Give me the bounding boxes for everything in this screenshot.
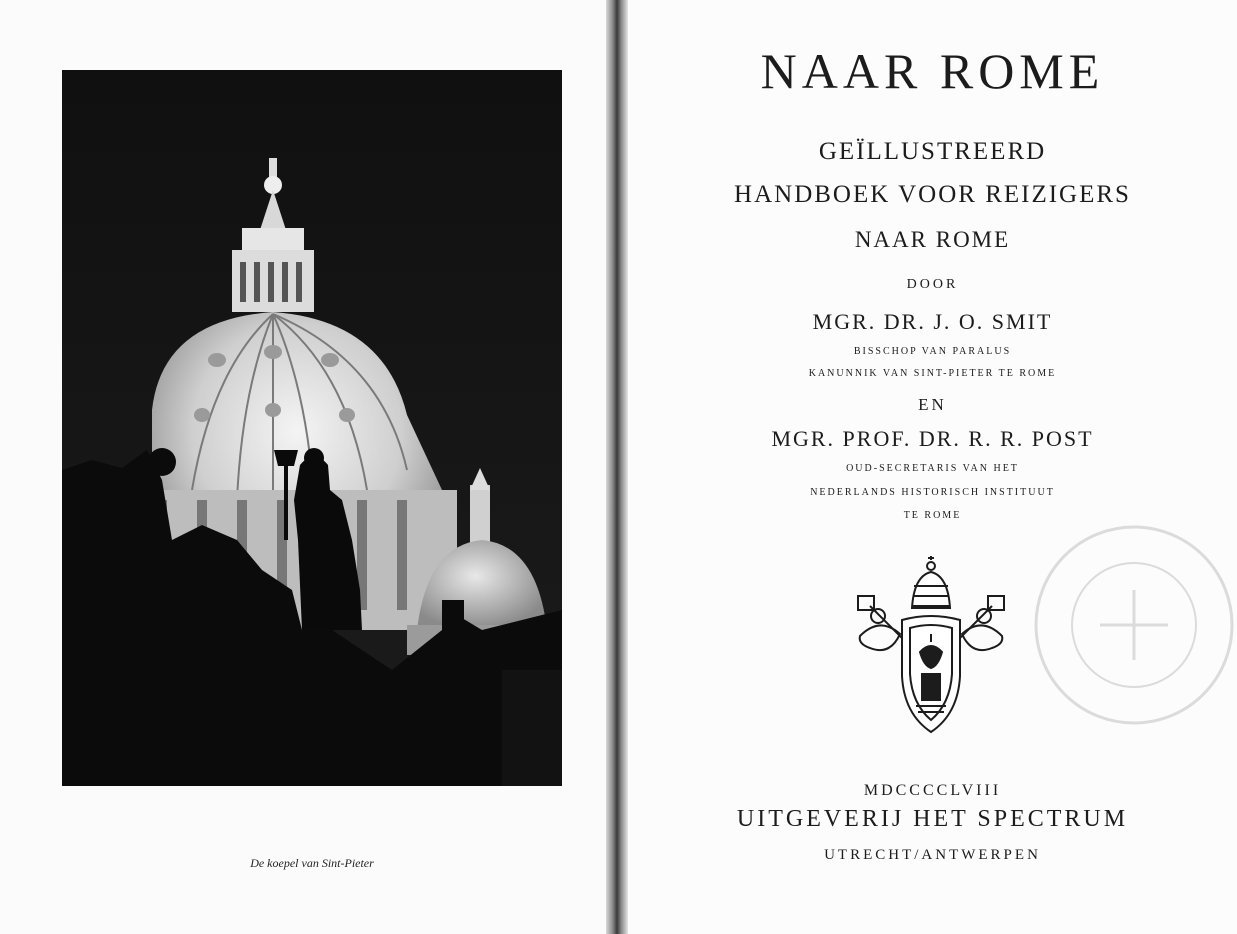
subtitle-line-2: HANDBOEK VOOR REIZIGERS <box>734 181 1131 208</box>
publication-year: MDCCCCLVIII <box>863 782 1002 799</box>
subtitle-line-1: GEÏLLUSTREERD <box>818 138 1047 165</box>
publisher-name: UITGEVERIJ HET SPECTRUM <box>736 806 1129 832</box>
author-1-title-1: BISSCHOP VAN PARALUS <box>853 346 1012 357</box>
photo-caption: De koepel van Sint-Pieter <box>250 856 374 870</box>
author-2-title-2: NEDERLANDS HISTORISCH INSTITUUT <box>810 487 1055 498</box>
author-2-name: MGR. PROF. DR. R. R. POST <box>771 426 1094 451</box>
author-1-name: MGR. DR. J. O. SMIT <box>812 309 1053 334</box>
conjunction: EN <box>918 395 947 414</box>
by-label: DOOR <box>906 277 959 292</box>
title-page <box>628 0 1237 934</box>
author-2-title-3: TE ROME <box>903 510 962 521</box>
library-stamp <box>1030 520 1237 730</box>
book-title: NAAR ROME <box>760 43 1105 99</box>
subtitle-line-3: NAAR ROME <box>854 227 1011 252</box>
publisher-city: UTRECHT/ANTWERPEN <box>824 847 1041 863</box>
author-1-title-2: KANUNNIK VAN SINT-PIETER TE ROME <box>808 368 1057 379</box>
left-page <box>0 0 610 934</box>
author-2-title-1: OUD-SECRETARIS VAN HET <box>846 463 1019 474</box>
dome-photo-illustration <box>62 70 562 786</box>
book-gutter <box>606 0 628 934</box>
papal-coat-of-arms-icon <box>850 556 1012 738</box>
dome-photograph <box>62 70 562 786</box>
